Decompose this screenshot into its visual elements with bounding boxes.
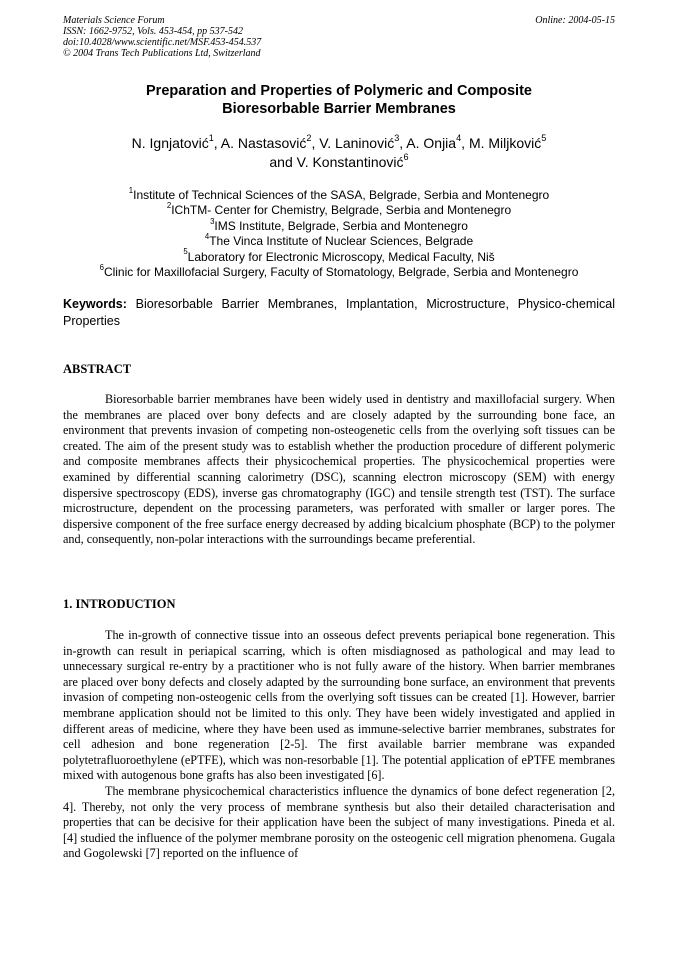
introduction-body	[63, 628, 615, 862]
keywords	[63, 296, 615, 330]
abstract-body	[63, 392, 615, 548]
author-list	[63, 134, 615, 172]
affiliation: $^2$IChTM- Center for Chemistry, Belgrade, Serbia and Montenegro	[166, 201, 512, 218]
author: A. Onjia$^4$	[406, 132, 462, 151]
affiliation: $^5$Laboratory for Electronic Microscopy, Medical Faculty, Niš	[183, 247, 495, 264]
authors-line-2	[63, 153, 615, 172]
copyright-line: © 2004 Trans Tech Publications Ltd, Switzerland	[63, 48, 261, 59]
affiliation: $^1$Institute of Technical Sciences of the SASA, Belgrade, Serbia and Montenegro	[128, 185, 550, 202]
paper-title	[63, 82, 615, 118]
title-line-1: Preparation and Properties of Polymeric and Composite	[146, 83, 532, 99]
author: V. Laninović$^3$	[319, 132, 400, 151]
affiliation: $^4$The Vinca Institute of Nuclear Sciences, Belgrade	[204, 232, 474, 249]
online-date: Online: 2004-05-15	[535, 15, 615, 26]
author: M. Miljković$^5$	[468, 132, 547, 151]
issn-line: ISSN: 1662-9752, Vols. 453-454, pp 537-542	[63, 26, 243, 37]
affiliation: $^3$IMS Institute, Belgrade, Serbia and Montenegro	[210, 216, 468, 233]
introduction-heading: 1. INTRODUCTION	[63, 597, 176, 611]
author: V. Konstantinović$^6$	[296, 151, 409, 170]
authors-connector: and	[269, 154, 293, 170]
authors-line-1: N. Ignjatović$^1$, A. Nastasović$^2$, V. Laninović$^3$, A. Onjia$^4$, M. Miljković$^5$	[131, 132, 547, 151]
keywords-label: Keywords:	[63, 297, 127, 311]
affiliation: $^6$Clinic for Maxillofacial Surgery, Faculty of Stomatology, Belgrade, Serbia and Montenegro	[99, 262, 579, 280]
author: N. Ignjatović$^1$	[131, 132, 214, 151]
journal-header	[63, 15, 615, 59]
doi-line: doi:10.4028/www.scientific.net/MSF.453-454.537	[63, 37, 262, 48]
abstract-paragraph: Bioresorbable barrier membranes have been widely used in dentistry and maxillofacial surgery. When the membranes are placed over bony defects and are closely adapted by the surrounding bone face, an environment that prevents invasion of competing non-osteogenetic cells from the overlying soft tissues can be created. The aim of the present study was to establish whether the production procedure of different polymeric and composite membranes affects their physicochemical properties. The physicochemical properties were examined by differential scanning calorimetry (DSC), scanning electron microscopy (SEM) with energy dispersive spectroscopy (EDS), inverse gas chromatography (IGC) and tensile strength test (TST). The surface microstructure, dependent on the processing parameters, was perforated with smaller or larger pores. The dispersive component of the free surface energy decreased by adding bicalcium phosphate (BCP) to the polymer and, consequently, non-polar interactions with the surroundings became preferential.	[63, 392, 615, 547]
introduction-paragraph: The membrane physicochemical characteristics influence the dynamics of bone defect regeneration [2, 4]. Thereby, not only the very process of membrane synthesis but also their detailed characterisation and properties that can be decisive for their application have been the subject of many investigations. Pineda et al. [4] studied the influence of the polymer membrane porosity on the osteogenic cell migration phenomena. Gugala and Gogolewski [7] reported on the influence of	[63, 783, 615, 861]
journal-name: Materials Science Forum	[63, 15, 165, 26]
author: A. Nastasović$^2$	[220, 132, 312, 151]
abstract-heading: ABSTRACT	[63, 362, 132, 376]
keywords-text: Bioresorbable Barrier Membranes, Implantation, Microstructure, Physico-chemical Properties	[63, 297, 615, 328]
introduction-paragraph: The in-growth of connective tissue into an osseous defect prevents periapical bone regeneration. This in-growth can result in periapical scarring, which is often misdiagnosed as pathological and may lead to unnecessary surgical re-entry by a practitioner who is not fully aware of the history. When barrier membranes are placed over bony defects and closely adapted by the surrounding bone surface, an environment that prevents invasion of competing non-osteogenic cells from the overlying soft tissues can be created [1]. However, barrier membrane application should not be limited to this only. They have been widely investigated and applied in different areas of medicine, where they have been used as immune-selective barrier membranes, substrates for cell adhesion and bone regeneration [2-5]. The first available barrier membrane was expanded polytetrafluoroethylene (ePTFE), which was non-resorbable [1]. The potential application of ePTFE membranes mixed with autogenous bone grafts has also been investigated [6].	[63, 628, 615, 783]
affiliation-list	[63, 185, 615, 280]
title-line-2: Bioresorbable Barrier Membranes	[222, 101, 456, 117]
